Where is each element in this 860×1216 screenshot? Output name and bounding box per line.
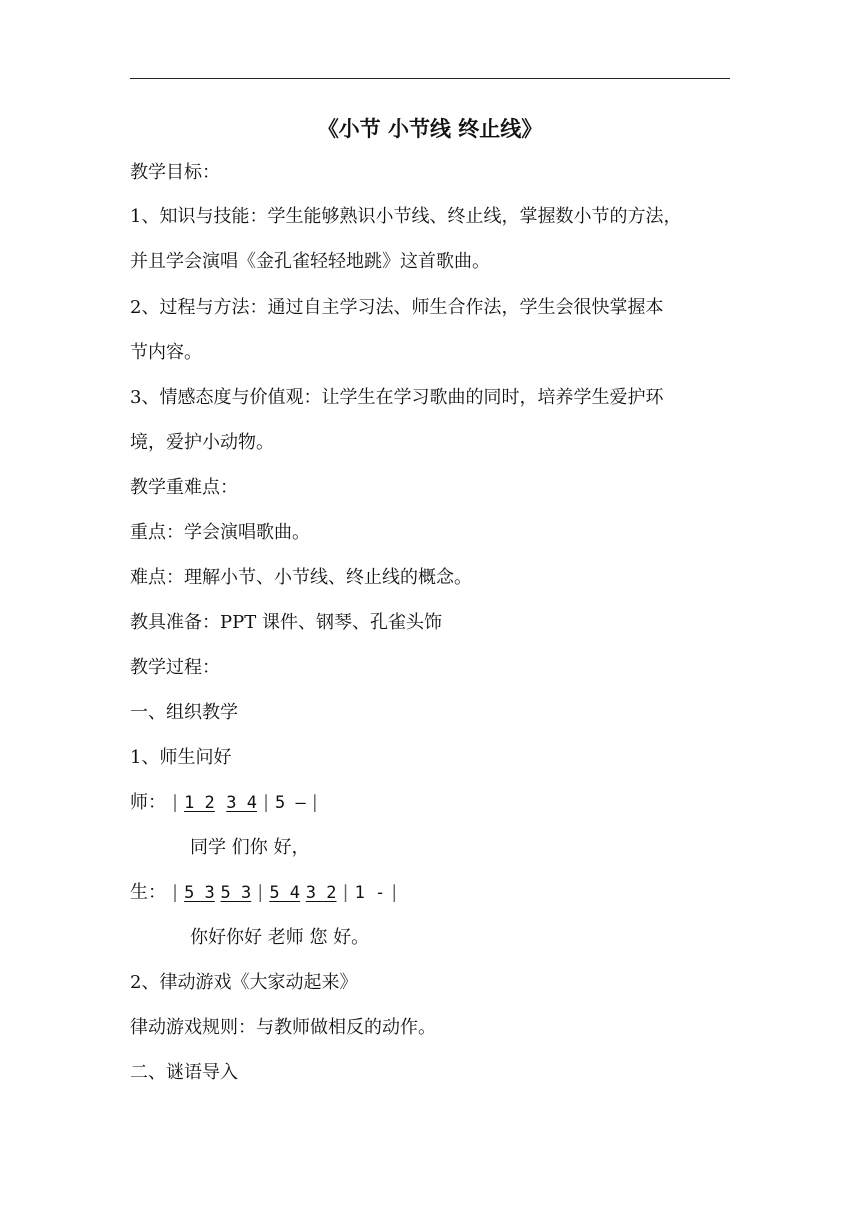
header-rule	[130, 78, 730, 79]
student-note-group-5: 1 -	[354, 883, 386, 903]
objective-1-line-2: 并且学会演唱《金孔雀轻轻地跳》这首歌曲。	[130, 251, 490, 272]
end-bar-line: |	[311, 792, 318, 813]
student-note-group-3: 5 4	[269, 883, 301, 903]
teaching-aids: 教具准备：PPT 课件、钢琴、孔雀头饰	[130, 612, 442, 633]
greeting-heading: 1、师生问好	[130, 747, 232, 768]
student-note-group-1: 5 3	[184, 883, 215, 903]
teacher-note-group-3: 5 —	[275, 793, 306, 813]
student-note-group-4: 3 2	[305, 883, 337, 903]
key-point: 重点：学会演唱歌曲。	[130, 522, 310, 543]
student-notation-line	[130, 879, 735, 907]
objective-1-line-1: 1、知识与技能：学生能够熟识小节线、终止线，掌握数小节的方法，	[130, 206, 682, 227]
bar-line: |	[172, 882, 179, 903]
objective-3-line-2: 境，爱护小动物。	[130, 432, 274, 453]
process-heading: 教学过程：	[130, 657, 220, 678]
bar-line: |	[172, 792, 179, 813]
objective-2-line-2: 节内容。	[130, 342, 202, 363]
teacher-notation-line	[130, 789, 735, 817]
teacher-label: 师：	[130, 792, 166, 813]
student-label: 生：	[130, 882, 166, 903]
rhythm-game-heading: 2、律动游戏《大家动起来》	[130, 972, 358, 993]
bar-line: |	[342, 882, 349, 903]
teacher-note-group-1: 1 2	[184, 793, 215, 813]
game-rules: 律动游戏规则：与教师做相反的动作。	[130, 1017, 436, 1038]
student-lyrics: 你好你好 老师 您 好。	[190, 927, 370, 948]
key-difficult-heading: 教学重难点：	[130, 477, 238, 498]
objective-2-line-1: 2、过程与方法：通过自主学习法、师生合作法，学生会很快掌握本	[130, 297, 664, 318]
student-note-group-2: 5 3	[220, 883, 252, 903]
difficult-point: 难点：理解小节、小节线、终止线的概念。	[130, 567, 472, 588]
bar-line: |	[262, 792, 270, 813]
end-bar-line: |	[391, 882, 398, 903]
document-title: 《小节 小节线 终止线》	[317, 117, 543, 141]
section-one-heading: 一、组织教学	[130, 702, 238, 723]
objective-3-line-1: 3、情感态度与价值观：让学生在学习歌曲的同时，培养学生爱护环	[130, 387, 664, 408]
teacher-note-group-2: 3 4	[226, 793, 257, 813]
teacher-lyrics: 同学 们你 好，	[190, 837, 310, 858]
objectives-heading: 教学目标：	[130, 162, 220, 183]
section-two-heading: 二、谜语导入	[130, 1062, 238, 1083]
bar-line: |	[257, 882, 264, 903]
